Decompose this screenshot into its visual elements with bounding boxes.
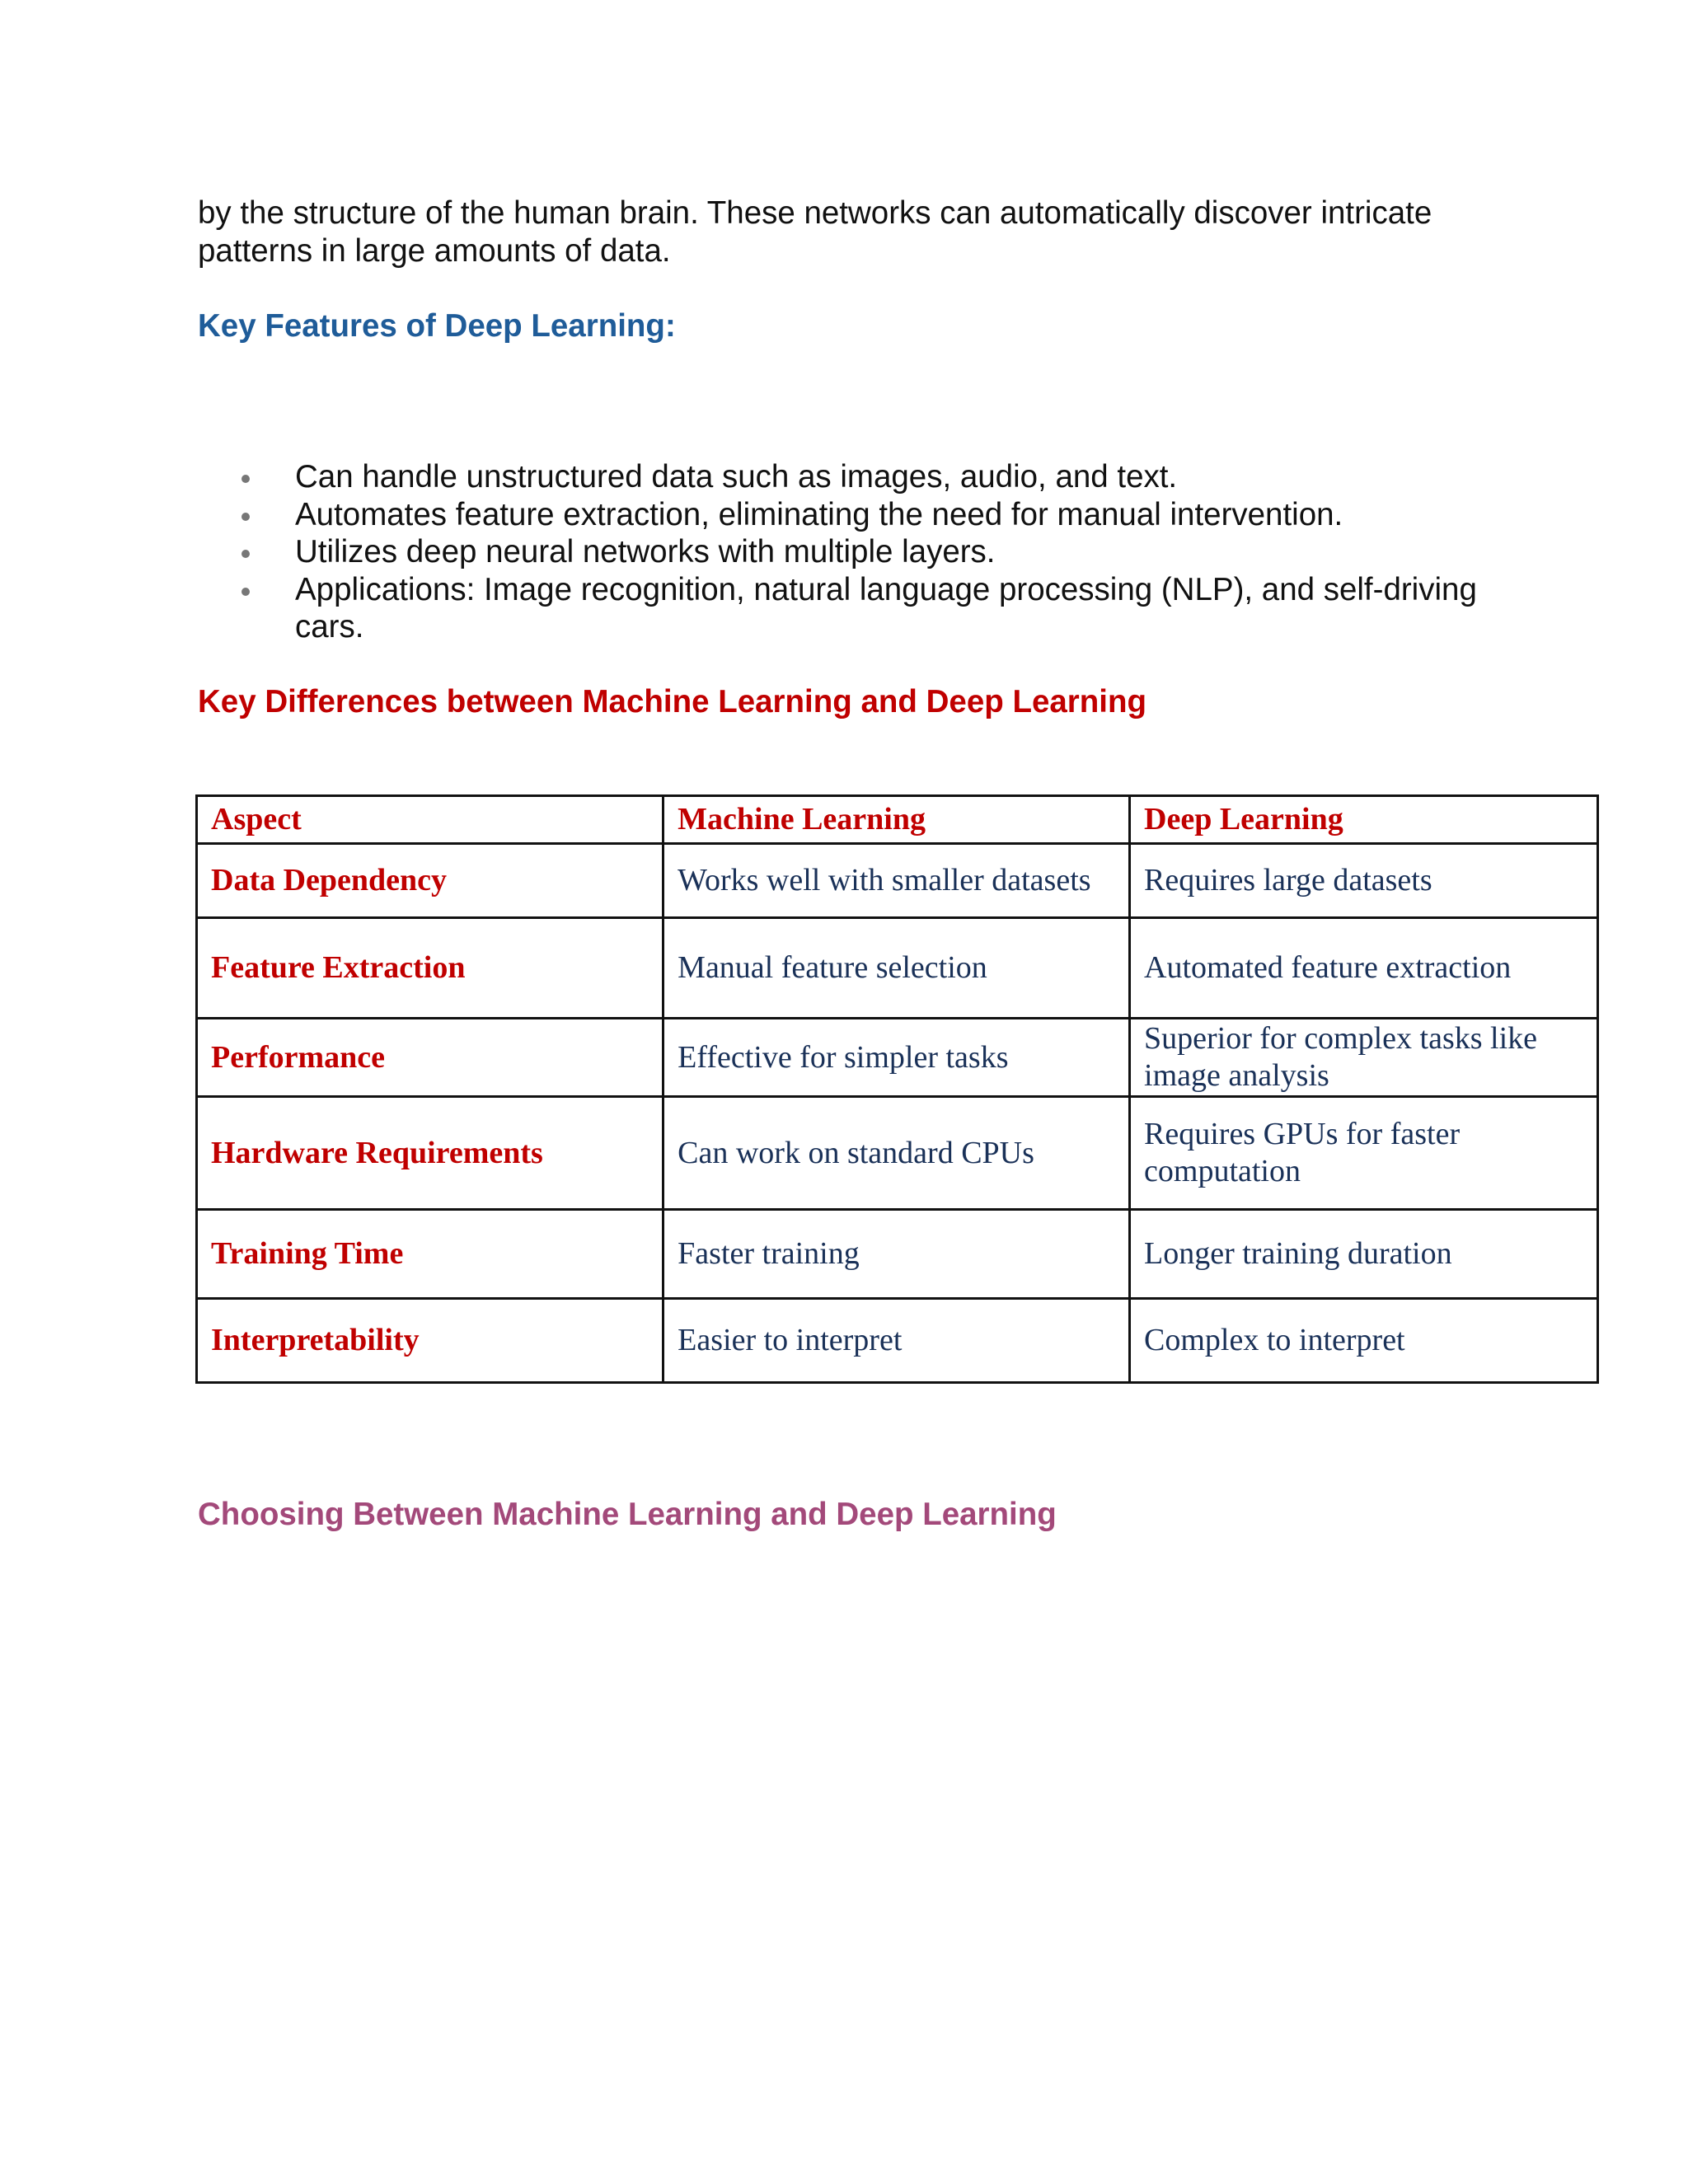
table-row <box>197 1097 1598 1210</box>
intro-paragraph: by the structure of the human brain. These networks can automatically discover intricate patterns in large amounts of data. <box>198 195 1432 269</box>
table-cell-aspect: Data Dependency <box>197 844 663 918</box>
list-item-text: Applications: Image recognition, natural language processing (NLP), and self-driving cars. <box>295 571 1477 644</box>
table-cell-dl: Superior for complex tasks like image analysis <box>1130 1019 1598 1097</box>
list-item-text: Utilizes deep neural networks with multiple layers. <box>295 534 996 569</box>
table-cell-dl: Complex to interpret <box>1130 1299 1598 1383</box>
table-cell-ml: Faster training <box>663 1210 1130 1299</box>
table-row <box>197 1210 1598 1299</box>
table-cell-aspect: Performance <box>197 1019 663 1097</box>
list-item <box>198 571 1484 646</box>
column-header: Deep Learning <box>1130 796 1598 844</box>
list-item-text: Automates feature extraction, eliminating the need for manual intervention. <box>295 496 1343 532</box>
table-cell-ml: Manual feature selection <box>663 918 1130 1019</box>
bullet-icon <box>241 550 250 558</box>
table-cell-ml: Can work on standard CPUs <box>663 1097 1130 1210</box>
list-item <box>198 458 1484 496</box>
list-item <box>198 533 1484 571</box>
table-cell-aspect: Feature Extraction <box>197 918 663 1019</box>
table-cell-ml: Works well with smaller datasets <box>663 844 1130 918</box>
table-cell-aspect: Hardware Requirements <box>197 1097 663 1210</box>
table-cell-ml: Easier to interpret <box>663 1299 1130 1383</box>
comparison-table <box>195 794 1599 1384</box>
column-header: Aspect <box>197 796 663 844</box>
table-row <box>197 1299 1598 1383</box>
bullet-icon <box>241 475 250 483</box>
bullet-icon <box>241 588 250 596</box>
features-list <box>198 458 1484 646</box>
table-row <box>197 844 1598 918</box>
table-cell-dl: Requires GPUs for faster computation <box>1130 1097 1598 1210</box>
table-cell-ml: Effective for simpler tasks <box>663 1019 1130 1097</box>
table-cell-aspect: Training Time <box>197 1210 663 1299</box>
table-header-row <box>197 796 1598 844</box>
column-header: Machine Learning <box>663 796 1130 844</box>
table-row <box>197 1019 1598 1097</box>
table-cell-dl: Automated feature extraction <box>1130 918 1598 1019</box>
table-cell-aspect: Interpretability <box>197 1299 663 1383</box>
list-item <box>198 496 1484 534</box>
table-cell-dl: Longer training duration <box>1130 1210 1598 1299</box>
choosing-heading: Choosing Between Machine Learning and Deep Learning <box>198 1497 1057 1532</box>
bullet-icon <box>241 513 250 521</box>
table-cell-dl: Requires large datasets <box>1130 844 1598 918</box>
list-item-text: Can handle unstructured data such as images, audio, and text. <box>295 459 1178 494</box>
differences-heading: Key Differences between Machine Learning and Deep Learning <box>198 684 1147 719</box>
table-row <box>197 918 1598 1019</box>
features-heading: Key Features of Deep Learning: <box>198 308 676 344</box>
